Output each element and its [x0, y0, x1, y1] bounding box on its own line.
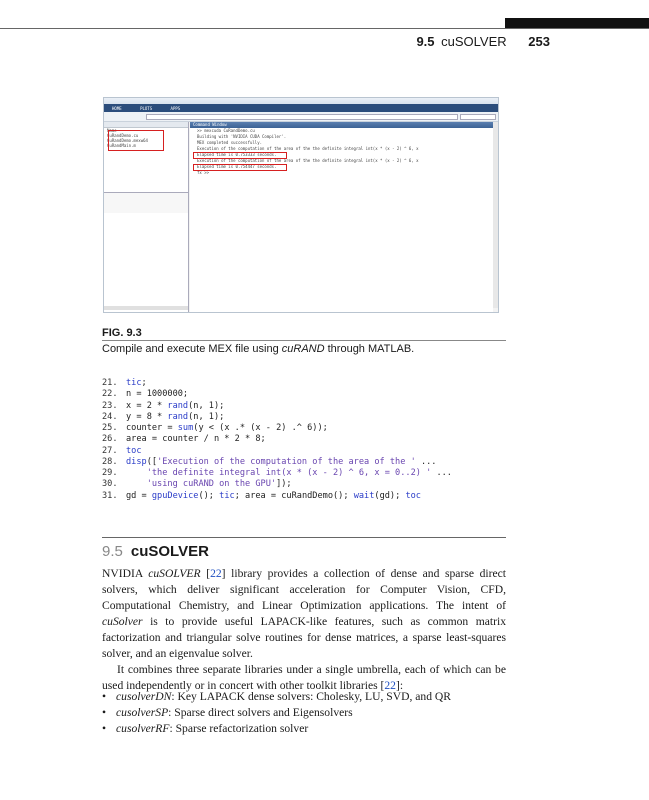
code-text: ; area = cuRandDemo(); [234, 490, 354, 501]
code-string: 'using cuRAND on the GPU' [146, 479, 277, 490]
highlight-box-time-2 [193, 164, 287, 171]
figure-rule [102, 340, 506, 341]
tab-apps: APPS [170, 106, 181, 111]
line-number: 29. [102, 468, 118, 478]
code-text: area = counter / n * 2 * 8; [126, 434, 266, 445]
code-line [102, 468, 452, 479]
file-item: CuRandDemo.mexw64 [107, 138, 148, 143]
file-item: CuRandMain.m [107, 143, 136, 148]
highlight-box-time-1 [193, 152, 287, 159]
code-text: (n, 1); [188, 400, 225, 411]
address-toolbar [104, 112, 498, 122]
tab-plots: PLOTS [140, 106, 153, 111]
emphasis: cuSOLVER [148, 567, 201, 580]
cmd-line: >> mexcuda CuRandDemo.cu [197, 128, 255, 133]
code-line [102, 479, 452, 490]
code-line [102, 389, 452, 400]
code-keyword: tic [126, 378, 142, 388]
paragraph [102, 566, 506, 662]
code-line [102, 401, 452, 412]
current-folder-panel [104, 122, 189, 312]
bullet-term: cusolverRF [116, 722, 170, 735]
ribbon-tabs [104, 104, 498, 112]
code-line [102, 491, 452, 502]
tab-home: HOME [112, 106, 122, 111]
section-heading [102, 543, 209, 560]
citation-link[interactable]: 22 [210, 567, 222, 580]
code-keyword: sum [177, 423, 194, 433]
header-rule [0, 28, 649, 29]
code-text: ... [415, 456, 437, 467]
text-run: is to provide useful LAPACK-like features, such as common matrix factorization and triangular solve routines for dense matrices, a sparse least-squares solver, and an eigenvalue solver. [102, 615, 506, 660]
code-text: ... [431, 468, 452, 478]
path-field [146, 114, 458, 120]
code-keyword: gpuDevice [151, 490, 199, 501]
line-number: 27. [102, 445, 118, 456]
code-text: (n, 1); [188, 411, 225, 422]
code-text: (); [198, 490, 220, 501]
text-run: It combines three separate libraries under a single umbrella, each of which can be used independently or in concert with other toolkit libraries [ [102, 663, 506, 692]
code-string: 'the definite integral int(x * (x - 2) ^ 6, x = 0..2) ' [146, 468, 432, 478]
code-line [102, 457, 452, 468]
text-run: ] library provides a collection of dense and sparse direct solvers, which deliver significant acceleration for Computer Vision, CFD, Computational Chemistry, and Linear Optimization applications. The intent of [102, 567, 506, 612]
bullet-icon: • [102, 706, 107, 719]
line-number: 22. [102, 389, 118, 400]
cmd-line: MEX completed successfully. [197, 140, 263, 145]
folder-scrollbar [104, 306, 188, 310]
code-string: 'Execution of the computation of the area of the ' [157, 456, 416, 467]
bullet-item [102, 705, 451, 721]
code-line [102, 423, 452, 434]
code-text: y = 8 * [126, 411, 168, 422]
cmd-line: Elapsed time is 0.754447 seconds. [197, 164, 277, 169]
highlight-box-files [108, 130, 164, 151]
code-text [126, 479, 147, 489]
code-text [126, 468, 147, 478]
section-title: cuSOLVER [130, 543, 209, 560]
section-rule [102, 537, 506, 538]
line-number: 25. [102, 423, 118, 433]
line-number: 31. [102, 490, 118, 501]
bullet-icon: • [102, 722, 107, 735]
body-text [102, 566, 506, 694]
code-line [102, 446, 452, 457]
emphasis: cuSolver [102, 615, 143, 628]
caption-text-end: through MATLAB. [324, 343, 415, 355]
code-text: ([ [146, 456, 158, 467]
cmd-line: Execution of the computation of the area of the the definite integral int(x * (x - 2) ^ 6, x [197, 146, 419, 151]
line-number: 26. [102, 434, 118, 445]
code-text: gd = [126, 490, 152, 501]
bullet-text: : Sparse refactorization solver [169, 722, 309, 735]
code-text: counter = [126, 423, 178, 433]
bullet-item [102, 721, 451, 737]
matlab-screenshot [103, 97, 499, 313]
section-number: 9.5 [102, 543, 123, 560]
file-list-header: Name [107, 128, 117, 133]
cmd-line: Building with 'NVIDIA CUDA Compiler'. [197, 134, 287, 139]
cmd-prompt: fx >> [197, 170, 210, 175]
bullet-text: : Sparse direct solvers and Eigensolvers [168, 706, 353, 719]
figure-caption [102, 343, 414, 355]
code-text: ]); [276, 479, 292, 490]
bullet-icon: • [102, 690, 107, 703]
code-keyword: toc [405, 490, 421, 501]
file-item: CuRandDemo.cu [107, 133, 139, 138]
line-number: 24. [102, 411, 118, 422]
line-number: 28. [102, 456, 118, 467]
header-section-name: cuSOLVER [441, 34, 507, 49]
cmd-line: Elapsed time is 0.753333 seconds. [197, 152, 277, 157]
line-number: 21. [102, 378, 118, 388]
citation-link[interactable]: 22 [384, 679, 396, 692]
command-window [190, 122, 493, 312]
bullet-text: : Key LAPACK dense solvers: Cholesky, LU, SVD, and QR [171, 690, 452, 703]
page-number: 253 [528, 34, 550, 49]
code-keyword: wait [353, 490, 375, 501]
code-line [102, 434, 452, 445]
command-window-title-text: Command Window [193, 122, 227, 127]
code-text: ; [141, 378, 147, 388]
code-keyword: disp [126, 456, 147, 467]
header-section-number: 9.5 [416, 34, 435, 49]
code-listing [102, 378, 452, 502]
text-run: ]: [395, 679, 404, 692]
code-keyword: rand [167, 400, 189, 411]
text-run: [ [200, 567, 211, 580]
code-text: n = 1000000; [126, 389, 189, 400]
line-number: 30. [102, 479, 118, 490]
caption-text: Compile and execute MEX file using [102, 343, 282, 355]
caption-emphasis: cuRAND [281, 343, 325, 355]
code-keyword: rand [167, 411, 189, 422]
header-bar [505, 18, 649, 28]
search-field [460, 114, 496, 120]
bullet-list [102, 689, 451, 737]
code-text: (y < (x .* (x - 2) .^ 6)); [193, 423, 328, 433]
code-keyword: toc [126, 445, 142, 456]
bullet-term: cusolverDN [116, 690, 172, 703]
code-keyword: tic [219, 490, 235, 501]
bullet-item [102, 689, 451, 705]
running-header [416, 34, 550, 49]
figure-label: FIG. 9.3 [102, 327, 142, 339]
code-line [102, 378, 452, 389]
workspace-panel [104, 192, 188, 213]
code-line [102, 412, 452, 423]
code-text: (gd); [374, 490, 406, 501]
command-scrollbar [493, 122, 498, 308]
line-number: 23. [102, 400, 118, 411]
code-text: x = 2 * [126, 400, 168, 411]
cmd-line: Execution of the computation of the area of the the definite integral int(x * (x - 2) ^ 6, x [197, 158, 419, 163]
bullet-term: cusolverSP [116, 706, 169, 719]
text-run: NVIDIA [102, 567, 149, 580]
